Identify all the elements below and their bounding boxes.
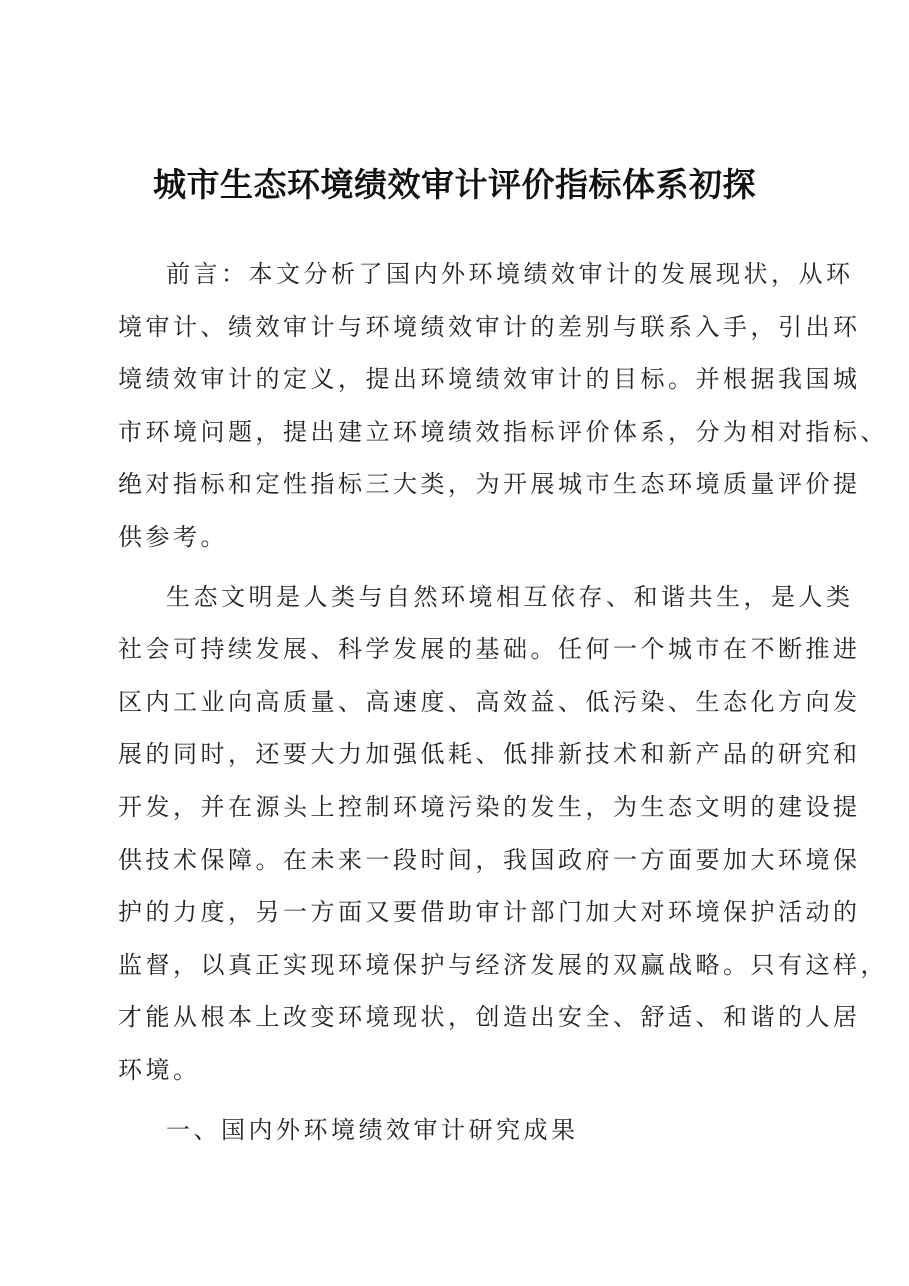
text-line: 才能从根本上改变环境现状，创造出安全、舒适、和谐的人居 — [118, 1003, 861, 1032]
text-line: 社会可持续发展、科学发展的基础。任何一个城市在不断推进 — [118, 635, 861, 664]
text-line: 生态文明是人类与自然环境相互依存、和谐共生，是人类 — [166, 582, 854, 611]
text-line: 环境。 — [118, 1055, 201, 1084]
text-line: 开发，并在源头上控制环境污染的发生，为生态文明的建设提 — [118, 792, 861, 821]
text-line: 区内工业向高质量、高速度、高效益、低污染、生态化方向发 — [118, 687, 861, 716]
body-paragraph — [118, 571, 888, 1097]
document-title: 城市生态环境绩效审计评价指标体系初探 — [153, 165, 756, 204]
text-line: 前言：本文分析了国内外环境绩效审计的发展现状，从环 — [166, 260, 854, 288]
text-line: 境绩效审计的定义，提出环境绩效审计的目标。并根据我国城 — [118, 365, 861, 394]
section-heading: 一、国内外环境绩效审计研究成果 — [166, 1115, 579, 1144]
text-line: 绝对指标和定性指标三大类，为开展城市生态环境质量评价提 — [118, 470, 861, 499]
text-line: 护的力度，另一方面又要借助审计部门加大对环境保护活动的 — [118, 898, 861, 927]
text-line: 供参考。 — [118, 522, 228, 551]
text-line: 境审计、绩效审计与环境绩效审计的差别与联系入手，引出环 — [118, 312, 861, 341]
text-line: 供技术保障。在未来一段时间，我国政府一方面要加大环境保 — [118, 845, 861, 874]
preface-paragraph — [118, 248, 888, 564]
text-line: 市环境问题，提出建立环境绩效指标评价体系，分为相对指标、 — [118, 417, 888, 446]
text-line: 展的同时，还要大力加强低耗、低排新技术和新产品的研究和 — [118, 740, 861, 769]
text-line: 监督，以真正实现环境保护与经济发展的双赢战略。只有这样， — [118, 950, 888, 979]
section-heading-paragraph — [118, 1104, 818, 1157]
document-body — [118, 248, 888, 1163]
